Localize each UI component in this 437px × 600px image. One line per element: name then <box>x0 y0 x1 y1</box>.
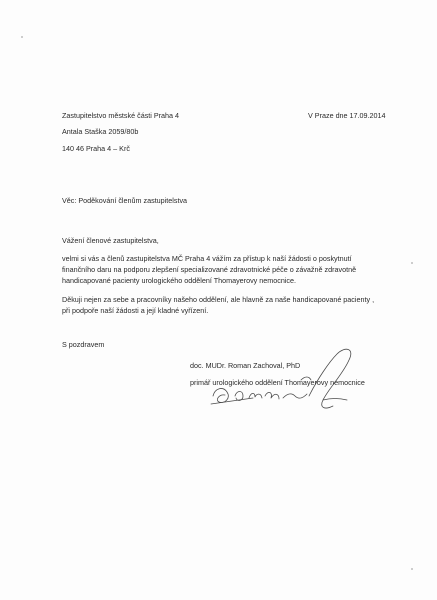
sender-line-2: Antala Staška 2059/80b <box>62 127 139 136</box>
scan-speck <box>411 262 413 264</box>
body-line: při podpoře naší žádosti a její kladné vyřízení. <box>62 305 209 315</box>
body-line: velmi si vás a členů zastupitelstva MČ Praha 4 vážím za přístup k naší žádosti o poskytnutí <box>62 254 352 263</box>
body-paragraph-2 <box>62 296 374 318</box>
scan-speck <box>411 568 413 570</box>
sender-line-1: Zastupitelstvo městské části Praha 4 <box>62 111 180 120</box>
scan-speck <box>21 36 23 38</box>
letter-date: V Praze dne 17.09.2014 <box>308 111 386 120</box>
letter-subject: Věc: Poděkování členům zastupitelstva <box>62 196 188 205</box>
body-line: handicapované pacienty urologického oddělení Thomayerovy nemocnice. <box>62 275 297 285</box>
signatory-name: doc. MUDr. Roman Zachoval, PhD <box>190 361 301 370</box>
sender-line-3: 140 46 Praha 4 – Krč <box>62 144 130 153</box>
handwritten-signature <box>205 340 365 420</box>
letter-salutation: Vážení členové zastupitelstva, <box>62 236 159 245</box>
body-line: finančního daru na podporu zlepšení specializované zdravotnické péče o závažně zdravotně <box>62 264 357 274</box>
signatory-title: primář urologického oddělení Thomayerovy nemocnice <box>190 378 365 387</box>
body-line: Děkuji nejen za sebe a pracovníky našeho oddělení, ale hlavně za naše handicapované pacienty , <box>62 295 375 304</box>
letter-closing: S pozdravem <box>62 340 105 349</box>
body-paragraph-1 <box>62 255 356 288</box>
